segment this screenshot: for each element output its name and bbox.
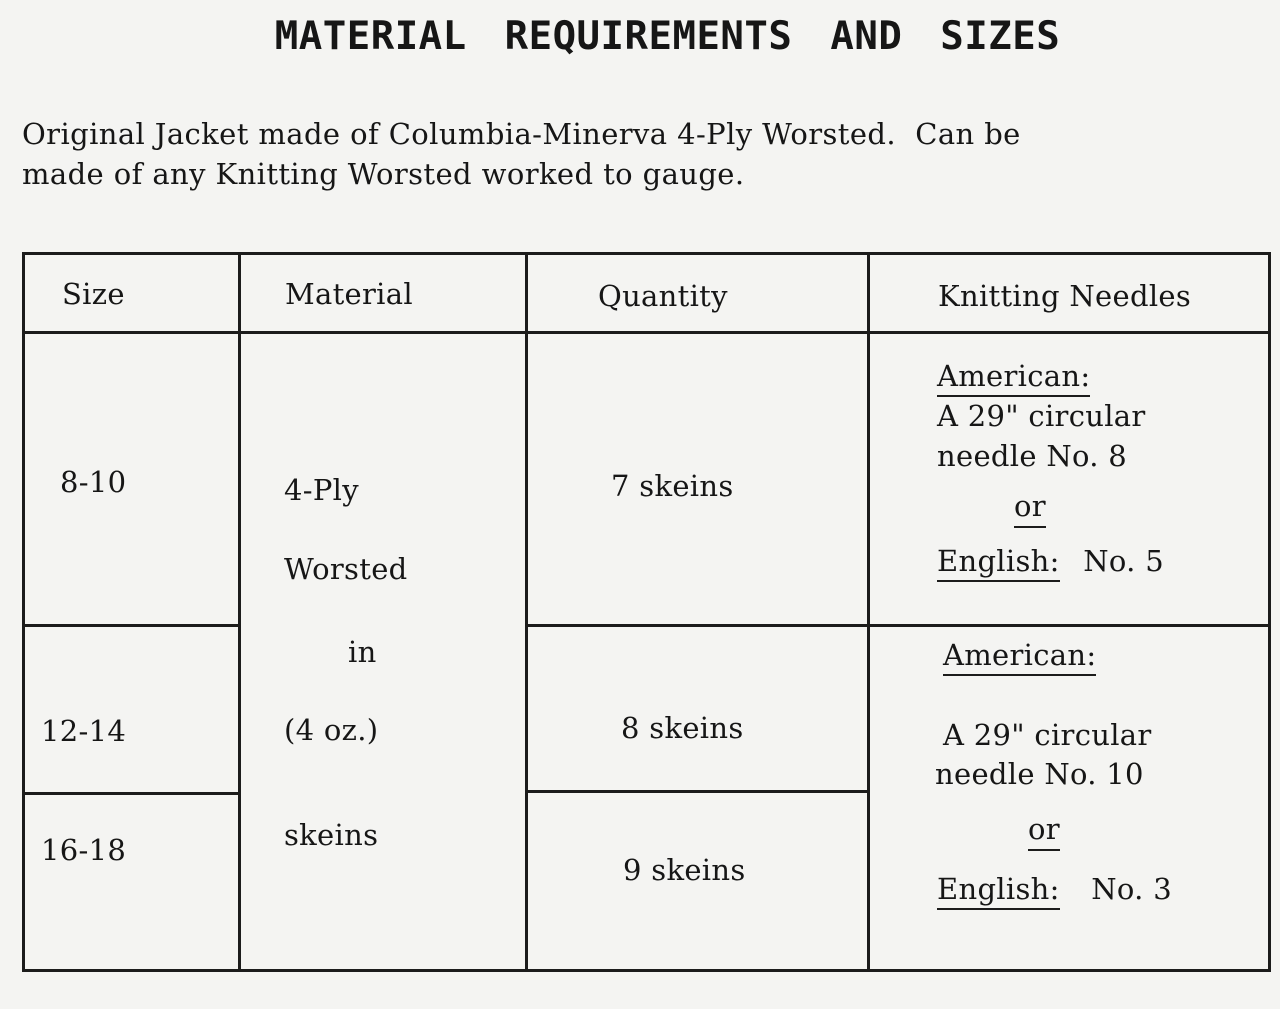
column-header-quantity: Quantity (598, 279, 728, 313)
column-divider (867, 255, 870, 972)
quantity-cell: 8 skeins (621, 711, 744, 745)
row-divider (525, 790, 870, 793)
material-line: skeins (284, 818, 379, 852)
needles-english-label: English: (937, 544, 1060, 582)
column-header-material: Material (285, 277, 413, 311)
intro-line-1: Original Jacket made of Columbia-Minerva 4-Ply Worsted. Can be (22, 117, 1021, 151)
size-cell: 8-10 (60, 465, 127, 499)
row-divider (25, 792, 241, 795)
needles-american-label: American: (943, 638, 1096, 676)
needles-english-label: English: (937, 872, 1060, 910)
needles-english-value: No. 3 (1091, 872, 1172, 906)
needles-american-line: A 29" circular (937, 399, 1146, 433)
needles-american-line: A 29" circular (943, 718, 1152, 752)
material-line: (4 oz.) (284, 713, 379, 747)
needles-or: or (1028, 812, 1060, 851)
intro-paragraph (22, 114, 1262, 194)
needles-english (937, 544, 1164, 578)
size-cell: 16-18 (41, 833, 127, 867)
quantity-cell: 7 skeins (611, 469, 734, 503)
column-header-knitting-needles: Knitting Needles (938, 279, 1192, 313)
needles-american-line: needle No. 8 (937, 439, 1128, 473)
row-divider (25, 624, 241, 627)
needles-american-label: American: (937, 359, 1090, 397)
size-cell: 12-14 (41, 714, 127, 748)
column-divider (238, 255, 241, 972)
needles-or: or (1014, 489, 1046, 528)
material-line: 4-Ply (284, 473, 359, 507)
header-divider (25, 331, 1271, 334)
needles-english (937, 872, 1172, 906)
material-line: in (348, 635, 377, 669)
column-divider (525, 255, 528, 972)
needles-american-line: needle No. 10 (935, 757, 1144, 791)
row-divider (525, 624, 1270, 627)
requirements-table (22, 252, 1271, 972)
quantity-cell: 9 skeins (623, 853, 746, 887)
column-header-size: Size (62, 277, 125, 311)
intro-line-2: made of any Knitting Worsted worked to gauge. (22, 157, 745, 191)
needles-english-value: No. 5 (1083, 544, 1164, 578)
material-line: Worsted (284, 552, 408, 586)
page-heading: MATERIAL REQUIREMENTS AND SIZES (274, 14, 1061, 59)
